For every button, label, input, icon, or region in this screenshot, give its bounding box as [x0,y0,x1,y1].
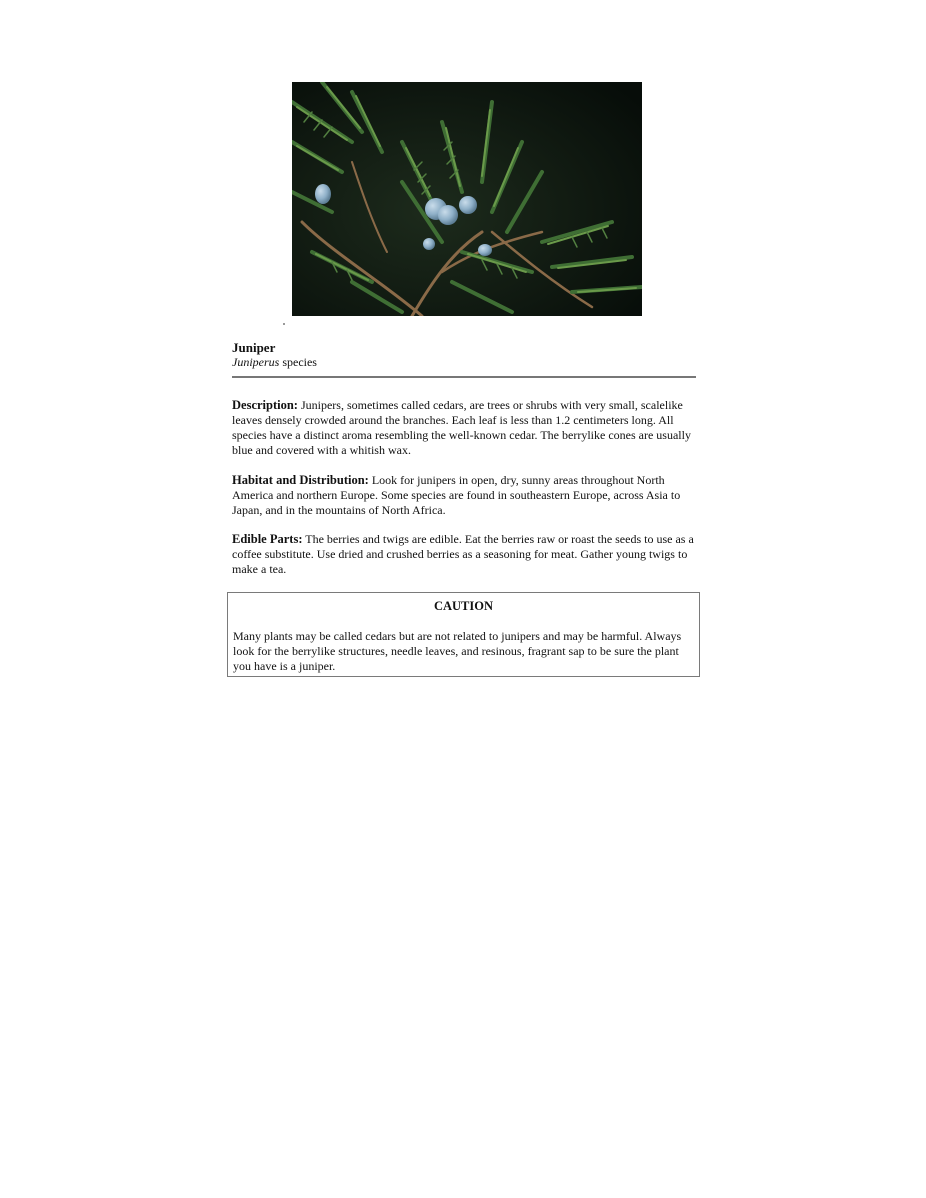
habitat-section [232,473,698,518]
heading-divider [232,376,696,378]
caution-box [227,592,700,677]
plant-name: Juniper [232,340,276,355]
plant-heading [232,340,696,370]
edible-parts-section [232,532,698,577]
description-heading: Description: [232,398,298,412]
juniper-photo [292,82,642,316]
edible-parts-text: The berries and twigs are edible. Eat the berries raw or roast the seeds to use as a coffee substitute. Use dried and crushed berries as a seasoning for meat. Gather young twigs to make a tea. [232,532,694,576]
description-text: Junipers, sometimes called cedars, are trees or shrubs with very small, scalelike leaves densely crowded around the branches. Each leaf is less than 1.2 centimeters long. All species have a distinct aroma resembling the well-known cedar. The berrylike cones are usually blue and covered with a whitish wax. [232,398,691,457]
habitat-text: Look for junipers in open, dry, sunny areas throughout North America and northern Europe. Some species are found in southeastern Europe, across Asia to Japan, and in the mountains of North Africa. [232,473,681,517]
plant-genus: Juniperus [232,355,280,369]
scan-speck [283,323,285,325]
caution-title: CAUTION [433,599,494,613]
caution-text: Many plants may be called cedars but are not related to junipers and may be harmful. Always look for the berrylike structures, needle leaves, and resinous, fragrant sap to be sure the plant you have is a juniper. [233,629,682,673]
plant-species-suffix: species [279,355,317,369]
edible-parts-heading: Edible Parts: [232,532,303,546]
plant-latin-name [232,355,696,370]
description-section [232,398,698,458]
habitat-heading: Habitat and Distribution: [232,473,369,487]
